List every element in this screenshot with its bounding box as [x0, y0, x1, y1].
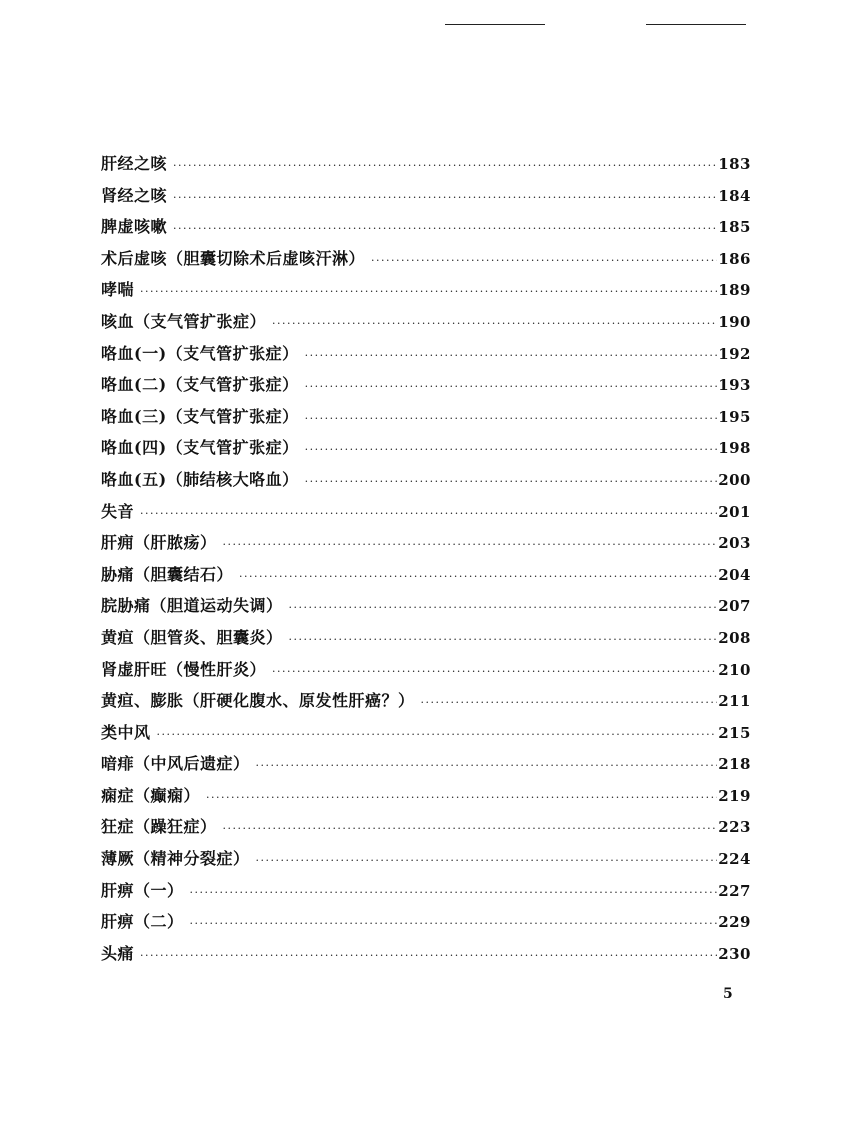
toc-entry-20[interactable] [101, 748, 751, 780]
toc-entry-page: 193 [718, 376, 751, 395]
toc-entry-page: 227 [718, 881, 751, 900]
dot-leader [173, 182, 717, 214]
toc-entry-page: 185 [718, 218, 751, 237]
dot-leader [223, 813, 718, 845]
toc-entry-14[interactable] [101, 559, 751, 591]
toc-entry-title: 胁痛（胆囊结石） [101, 564, 234, 584]
toc-entry-title: 咳血（支气管扩张症） [101, 311, 267, 331]
dot-leader [289, 592, 718, 624]
toc-entry-title: 肾虚肝旺（慢性肝炎） [101, 659, 267, 679]
toc-entry-7[interactable] [101, 338, 751, 370]
toc-entry-title: 喑痱（中风后遗症） [101, 754, 250, 774]
dot-leader [239, 561, 717, 593]
dot-leader [305, 466, 718, 498]
toc-entry-title: 肝痈（肝脓疡） [101, 533, 217, 553]
toc-entry-title: 肝经之咳 [101, 154, 168, 173]
toc-entry-page: 195 [718, 407, 751, 426]
toc-entry-page: 219 [718, 786, 751, 805]
dot-leader [305, 434, 718, 466]
toc-entry-page: 186 [718, 249, 751, 268]
toc-entry-title: 咯血(一)（支气管扩张症） [101, 343, 299, 363]
dot-leader [140, 940, 717, 972]
toc-entry-13[interactable] [101, 527, 751, 559]
toc-entry-26[interactable] [101, 938, 751, 970]
toc-entry-title: 咯血(二)（支气管扩张症） [101, 375, 299, 395]
toc-entry-17[interactable] [101, 654, 751, 686]
toc-entry-page: 204 [718, 565, 751, 584]
toc-entry-22[interactable] [101, 811, 751, 843]
toc-entry-page: 223 [718, 818, 751, 837]
dot-leader [140, 276, 717, 308]
toc-entry-page: 210 [718, 660, 751, 679]
toc-entry-9[interactable] [101, 401, 751, 433]
page-number: 5 [723, 986, 733, 1002]
header-rule-left [445, 24, 545, 25]
toc-entry-page: 189 [718, 281, 751, 300]
toc-entry-page: 201 [718, 502, 751, 521]
toc-entry-title: 痫症（癫痫） [101, 785, 201, 805]
toc-entry-page: 200 [718, 470, 751, 489]
dot-leader [272, 308, 717, 340]
toc-entry-23[interactable] [101, 843, 751, 875]
toc-entry-title: 咯血(四)（支气管扩张症） [101, 438, 299, 458]
toc-entry-page: 215 [718, 723, 751, 742]
toc-entry-page: 183 [718, 155, 751, 173]
toc-entry-21[interactable] [101, 780, 751, 812]
dot-leader [305, 340, 718, 372]
dot-leader [421, 687, 718, 719]
dot-leader [272, 656, 717, 688]
toc-entry-title: 咯血(五)（肺结核大咯血） [101, 469, 299, 489]
toc-entry-title: 哮喘 [101, 280, 135, 300]
toc-entry-title: 头痛 [101, 943, 135, 963]
toc-entry-page: 203 [718, 534, 751, 553]
toc-entry-page: 224 [718, 850, 751, 869]
toc-entry-12[interactable] [101, 496, 751, 528]
toc-entry-10[interactable] [101, 432, 751, 464]
dot-leader [173, 150, 717, 182]
toc-entry-title: 黄疸、膨胀（肝硬化腹水、原发性肝癌？） [101, 691, 415, 711]
dot-leader [157, 719, 718, 751]
toc-entry-11[interactable] [101, 464, 751, 496]
dot-leader [190, 877, 718, 909]
toc-entry-15[interactable] [101, 590, 751, 622]
dot-leader [223, 529, 718, 561]
toc-entry-title: 失音 [101, 501, 135, 521]
toc-entry-page: 207 [718, 597, 751, 616]
toc-entry-page: 198 [718, 439, 751, 458]
dot-leader [190, 908, 718, 940]
dot-leader [256, 750, 718, 782]
toc-entry-page: 230 [718, 944, 751, 963]
dot-leader [256, 845, 718, 877]
toc-entry-page: 190 [718, 312, 751, 331]
dot-leader [173, 213, 717, 245]
dot-leader [305, 371, 718, 403]
toc-entry-page: 208 [718, 628, 751, 647]
header-rule-right [646, 24, 746, 25]
toc-entry-5[interactable] [101, 274, 751, 306]
toc-entry-1[interactable] [101, 148, 751, 180]
dot-leader [289, 624, 718, 656]
toc-entry-4[interactable] [101, 243, 751, 275]
dot-leader [206, 782, 717, 814]
toc-entry-2[interactable] [101, 180, 751, 212]
dot-leader [371, 245, 717, 277]
toc-entry-title: 肾经之咳 [101, 185, 168, 205]
dot-leader [140, 498, 717, 530]
toc-entry-24[interactable] [101, 875, 751, 907]
toc-entry-title: 脘胁痛（胆道运动失调） [101, 596, 283, 616]
toc-entry-3[interactable] [101, 211, 751, 243]
toc-entry-page: 192 [718, 344, 751, 363]
toc-entry-title: 类中风 [101, 722, 151, 742]
table-of-contents [101, 148, 751, 969]
toc-entry-6[interactable] [101, 306, 751, 338]
toc-entry-page: 184 [718, 186, 751, 205]
toc-entry-title: 脾虚咳嗽 [101, 217, 168, 237]
toc-entry-page: 229 [718, 913, 751, 932]
toc-entry-25[interactable] [101, 906, 751, 938]
toc-entry-18[interactable] [101, 685, 751, 717]
toc-entry-title: 肝痹（一） [101, 880, 184, 900]
toc-entry-19[interactable] [101, 717, 751, 749]
dot-leader [305, 403, 718, 435]
toc-entry-title: 术后虚咳（胆囊切除术后虚咳汗淋） [101, 248, 366, 268]
toc-entry-16[interactable] [101, 622, 751, 654]
toc-entry-title: 咯血(三)（支气管扩张症） [101, 406, 299, 426]
toc-entry-page: 218 [718, 755, 751, 774]
toc-entry-title: 薄厥（精神分裂症） [101, 849, 250, 869]
toc-entry-title: 狂症（躁狂症） [101, 817, 217, 837]
toc-entry-title: 黄疸（胆管炎、胆囊炎） [101, 627, 283, 647]
toc-entry-8[interactable] [101, 369, 751, 401]
toc-entry-title: 肝痹（二） [101, 912, 184, 932]
toc-entry-page: 211 [718, 692, 751, 711]
